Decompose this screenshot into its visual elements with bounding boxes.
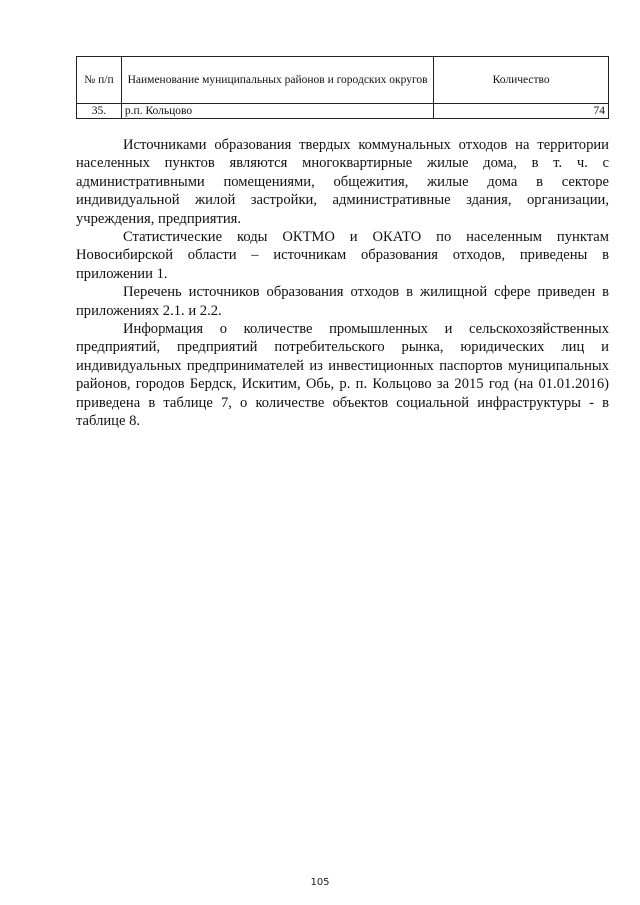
paragraph-waste-sources: Источниками образования твердых коммунальных отходов на территории населенных пунктов являются многоквартирные жилые дома, в т. ч. с административными помещениями, общежития, жилые дома в секторе индивидуальной жилой застройки, административные здания, организации, учреждения, предприятия. <box>76 137 609 227</box>
row-quantity: 74 <box>434 104 609 119</box>
table-row <box>77 104 609 119</box>
paragraph-enterprises-info: Информация о количестве промышленных и сельскохозяйственных предприятий, предприятий потребительского рынка, юридических лиц и индивидуальных предпринимателей из инвестиционных паспортов муниципальных районов, городов Бердск, Искитим, Обь, р. п. Кольцово за 2015 год (на 01.01.2016) приведена в таблице 7, о количестве объектов социальной инфраструктуры - в таблице 8. <box>76 321 609 430</box>
row-name: р.п. Кольцово <box>121 104 433 119</box>
districts-table <box>76 56 609 119</box>
page-number: 105 <box>310 877 330 888</box>
table-header-row <box>77 57 609 104</box>
paragraph-sources-list: Перечень источников образования отходов в жилищной сфере приведен в приложениях 2.1. и 2.2. <box>76 284 609 319</box>
header-name: Наименование муниципальных районов и городских округов <box>121 57 433 104</box>
paragraph-statistical-codes: Статистические коды ОКТМО и ОКАТО по населенным пунктам Новосибирской области – источникам образования отходов, приведены в приложении 1. <box>76 229 609 282</box>
row-number: 35. <box>77 104 122 119</box>
header-number: № п/п <box>77 57 122 104</box>
body-text <box>76 136 609 431</box>
header-quantity: Количество <box>434 57 609 104</box>
